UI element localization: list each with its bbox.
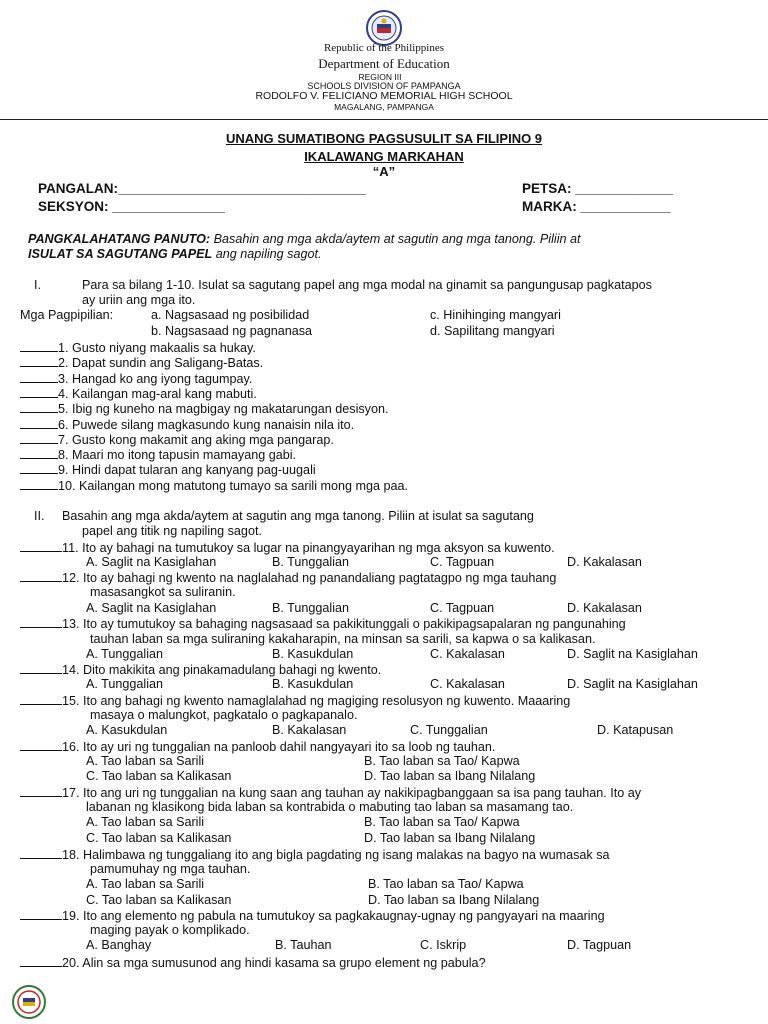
answer-blank[interactable] (20, 447, 58, 459)
answer-choice-c[interactable]: C. Iskrip (420, 938, 467, 952)
part2-directions-2: papel ang titik ng napiling sagot. (82, 524, 262, 538)
answer-blank[interactable] (20, 693, 62, 705)
answer-blank[interactable] (20, 432, 58, 444)
answer-blank[interactable] (20, 785, 62, 797)
answer-blank[interactable] (20, 847, 62, 859)
answer-choice-d[interactable]: D. Saglit na Kasiglahan (567, 647, 698, 661)
question-text: 1. Gusto niyang makaalis sa hukay. (58, 341, 256, 355)
set-label: “A” (372, 164, 396, 179)
question-item (20, 739, 495, 754)
question-text: 11. Ito ay bahagi na tumutukoy sa lugar na pinangyayarihan ng mga aksyon sa kuwento. (62, 541, 555, 555)
question-text: 8. Maari mo itong tapusin mamayang gabi. (58, 448, 297, 463)
answer-choice-d[interactable]: D. Kakalasan (567, 601, 642, 615)
answer-choice-a[interactable]: A. Kasukdulan (86, 723, 168, 737)
option-c: c. Hinihinging mangyari (430, 308, 561, 322)
answer-choice-d[interactable]: D. Saglit na Kasiglahan (567, 677, 698, 691)
part2-directions: Basahin ang mga akda/aytem at sagutin ang mga tanong. Piliin at isulat sa sagutang (62, 509, 534, 523)
question-text-continued: masasangkot sa suliranin. (90, 585, 236, 599)
option-d: d. Sapilitang mangyari (430, 324, 555, 338)
question-text: 18. Halimbawa ng tunggaliang ito ang bigla pagdating ng isang malakas na bagyo na wumasak sa (62, 848, 610, 862)
answer-choice-b[interactable]: B. Tunggalian (272, 601, 350, 615)
header-republic: Republic of the Philippines (323, 42, 445, 54)
question-item (20, 847, 610, 862)
answer-choice-a[interactable]: A. Tao laban sa Sarili (86, 815, 205, 829)
answer-choice-c[interactable]: C. Tao laban sa Kalikasan (86, 831, 232, 845)
instructions-lead: PANGKALAHATANG PANUTO: (28, 232, 211, 246)
question-text-continued: maging payak o komplikado. (90, 923, 250, 937)
question-item (20, 401, 388, 416)
question-item (20, 955, 486, 970)
answer-blank[interactable] (20, 462, 58, 474)
answer-choice-c[interactable]: C. Tao laban sa Kalikasan (86, 769, 232, 783)
answer-choice-a[interactable]: A. Banghay (86, 938, 152, 952)
answer-choice-d[interactable]: D. Tao laban sa Ibang Nilalang (364, 831, 536, 845)
answer-choice-d[interactable]: D. Tao laban sa Ibang Nilalang (368, 893, 540, 907)
answer-choice-d[interactable]: D. Tagpuan (567, 938, 632, 952)
answer-choice-b[interactable]: B. Tunggalian (272, 555, 350, 569)
answer-choice-c[interactable]: C. Tao laban sa Kalikasan (86, 893, 232, 907)
question-item (20, 616, 626, 631)
question-text: 16. Ito ay uri ng tunggalian na panloob dahil nangyayari ito sa loob ng tauhan. (62, 740, 496, 754)
answer-choice-d[interactable]: D. Tao laban sa Ibang Nilalang (364, 769, 536, 783)
answer-blank[interactable] (20, 739, 62, 751)
answer-blank[interactable] (20, 955, 62, 967)
part1-numeral: I. (34, 278, 41, 292)
part2-numeral: II. (34, 509, 45, 523)
answer-blank[interactable] (20, 540, 62, 552)
question-text: 20. Alin sa mga sumusunod ang hindi kasama sa grupo element ng pabula? (62, 956, 486, 970)
header-department: Department of Education (318, 56, 450, 71)
question-text: 6. Puwede silang magkasundo kung nanaisin nila ito. (58, 417, 355, 432)
question-item (20, 908, 605, 923)
answer-choice-b[interactable]: B. Kasukdulan (272, 677, 354, 691)
question-text: 10. Kailangan mong matutong tumayo sa sarili mong mga paa. (58, 478, 409, 493)
instructions-text2: ang napiling sagot. (212, 247, 322, 261)
question-text: 4. Kailangan mag-aral kang mabuti. (58, 386, 257, 401)
question-item (20, 462, 316, 477)
answer-blank[interactable] (20, 570, 62, 582)
options-label: Mga Pagpipilian: (20, 308, 114, 322)
name-field[interactable]: PANGALAN:_________________________________ (38, 181, 366, 196)
question-item (20, 355, 263, 370)
question-item (20, 432, 334, 447)
question-item (20, 478, 408, 493)
question-text-continued: labanan ng klasikong bida laban sa kontrabida o mabuting tao laban sa masamang tao. (86, 800, 574, 814)
part1-directions-2: ay uriin ang mga ito. (82, 293, 196, 307)
option-b: b. Nagsasaad ng pagnanasa (151, 324, 313, 338)
question-text: 9. Hindi dapat tularan ang kanyang pag-uugali (58, 463, 316, 478)
answer-choice-c[interactable]: C. Tunggalian (410, 723, 488, 737)
answer-choice-a[interactable]: A. Tunggalian (86, 677, 164, 691)
answer-choice-a[interactable]: A. Saglit na Kasiglahan (86, 555, 217, 569)
answer-blank[interactable] (20, 340, 58, 352)
question-text: 17. Ito ang uri ng tunggalian na kung saan ang tauhan ay nakikipagbanggaan sa isa pang tauhan. Ito ay (62, 786, 642, 800)
question-item (20, 693, 570, 708)
question-text: 13. Ito ay tumutukoy sa bahaging nagsasaad sa pakikitunggali o pakikipagsapalaran ng pangunahing (62, 617, 626, 631)
answer-blank[interactable] (20, 908, 62, 920)
header-division: SCHOOLS DIVISION OF PAMPANGA (307, 81, 461, 91)
question-text: 3. Hangad ko ang iyong tagumpay. (58, 371, 253, 386)
answer-blank[interactable] (20, 478, 58, 490)
deped-seal-icon (366, 10, 402, 46)
answer-choice-a[interactable]: A. Tao laban sa Sarili (86, 754, 205, 768)
answer-choice-b[interactable]: B. Tao laban sa Tao/ Kapwa (368, 877, 524, 891)
answer-blank[interactable] (20, 616, 62, 628)
question-item (20, 540, 555, 555)
question-item (20, 662, 381, 677)
header-region: REGION III (358, 72, 402, 82)
answer-blank[interactable] (20, 371, 58, 383)
instructions-text: Basahin ang mga akda/aytem at sagutin ang mga tanong. Piliin at (210, 232, 581, 246)
question-text-continued: tauhan laban sa mga suliraning kakaharapin, na minsan sa sarili, sa kapwa o sa kalikasan. (90, 632, 596, 646)
question-text: 12. Ito ay bahagi ng kwento na naglalahad ng panandaliang pagtatagpo ng mga tauhang (62, 571, 557, 585)
question-item (20, 371, 252, 386)
question-text-continued: masaya o malungkot, pagkatalo o pagkapanalo. (90, 708, 358, 722)
score-field[interactable]: MARKA: ____________ (522, 199, 671, 214)
quarter-title: IKALAWANG MARKAHAN (304, 149, 464, 164)
answer-choice-c[interactable]: C. Tagpuan (430, 601, 495, 615)
header-divider (0, 119, 768, 120)
question-text-continued: pamumuhay ng mga tauhan. (90, 862, 251, 876)
question-text: 14. Dito makikita ang pinakamadulang bahagi ng kwento. (62, 663, 382, 677)
answer-choice-b[interactable]: B. Kasukdulan (272, 647, 354, 661)
answer-choice-c[interactable]: C. Kakalasan (430, 647, 505, 661)
part1-directions: Para sa bilang 1-10. Isulat sa sagutang papel ang mga modal na ginamit sa pangungusap pagkatapos (82, 278, 652, 292)
answer-blank[interactable] (20, 417, 58, 429)
date-field[interactable]: PETSA: _____________ (522, 181, 673, 196)
answer-choice-b[interactable]: B. Tauhan (275, 938, 332, 952)
answer-choice-c[interactable]: C. Tagpuan (430, 555, 495, 569)
answer-choice-c[interactable]: C. Kakalasan (430, 677, 505, 691)
general-instructions-2 (28, 247, 321, 261)
question-item (20, 417, 354, 432)
question-item (20, 386, 257, 401)
answer-choice-a[interactable]: A. Saglit na Kasiglahan (86, 601, 217, 615)
question-text: 2. Dapat sundin ang Saligang-Batas. (58, 356, 264, 371)
question-text: 7. Gusto kong makamit ang aking mga pangarap. (58, 432, 334, 447)
header-school: RODOLFO V. FELICIANO MEMORIAL HIGH SCHOOL (255, 90, 513, 102)
answer-choice-a[interactable]: A. Tao laban sa Sarili (86, 877, 205, 891)
answer-choice-b[interactable]: B. Kakalasan (272, 723, 347, 737)
answer-blank[interactable] (20, 355, 58, 367)
answer-choice-a[interactable]: A. Tunggalian (86, 647, 164, 661)
question-item (20, 447, 296, 462)
answer-blank[interactable] (20, 662, 62, 674)
exam-title: UNANG SUMATIBONG PAGSUSULIT SA FILIPINO 9 (225, 131, 543, 146)
question-text: 15. Ito ang bahagi ng kwento namaglalahad ng magiging resolusyon ng kuwento. Maaaring (62, 694, 571, 708)
header-location: MAGALANG, PAMPANGA (334, 102, 434, 112)
answer-blank[interactable] (20, 401, 58, 413)
question-text: 5. Ibig ng kuneho na magbigay ng makatarungan desisyon. (58, 402, 389, 417)
option-a: a. Nagsasaad ng posibilidad (151, 308, 310, 322)
question-item (20, 570, 556, 585)
question-item (20, 785, 641, 800)
answer-choice-b[interactable]: B. Tao laban sa Tao/ Kapwa (364, 754, 520, 768)
school-logo-icon (12, 985, 46, 1019)
question-item (20, 340, 256, 355)
instructions-lead2: ISULAT SA SAGUTANG PAPEL (28, 247, 213, 261)
answer-choice-d[interactable]: D. Kakalasan (567, 555, 642, 569)
question-text: 19. Ito ang elemento ng pabula na tumutukoy sa pagkakaugnay-ugnay ng pangyayari na maaring (62, 909, 605, 923)
answer-choice-b[interactable]: B. Tao laban sa Tao/ Kapwa (364, 815, 520, 829)
general-instructions (28, 232, 581, 246)
section-field[interactable]: SEKSYON: _______________ (38, 199, 225, 214)
answer-blank[interactable] (20, 386, 58, 398)
answer-choice-d[interactable]: D. Katapusan (597, 723, 674, 737)
